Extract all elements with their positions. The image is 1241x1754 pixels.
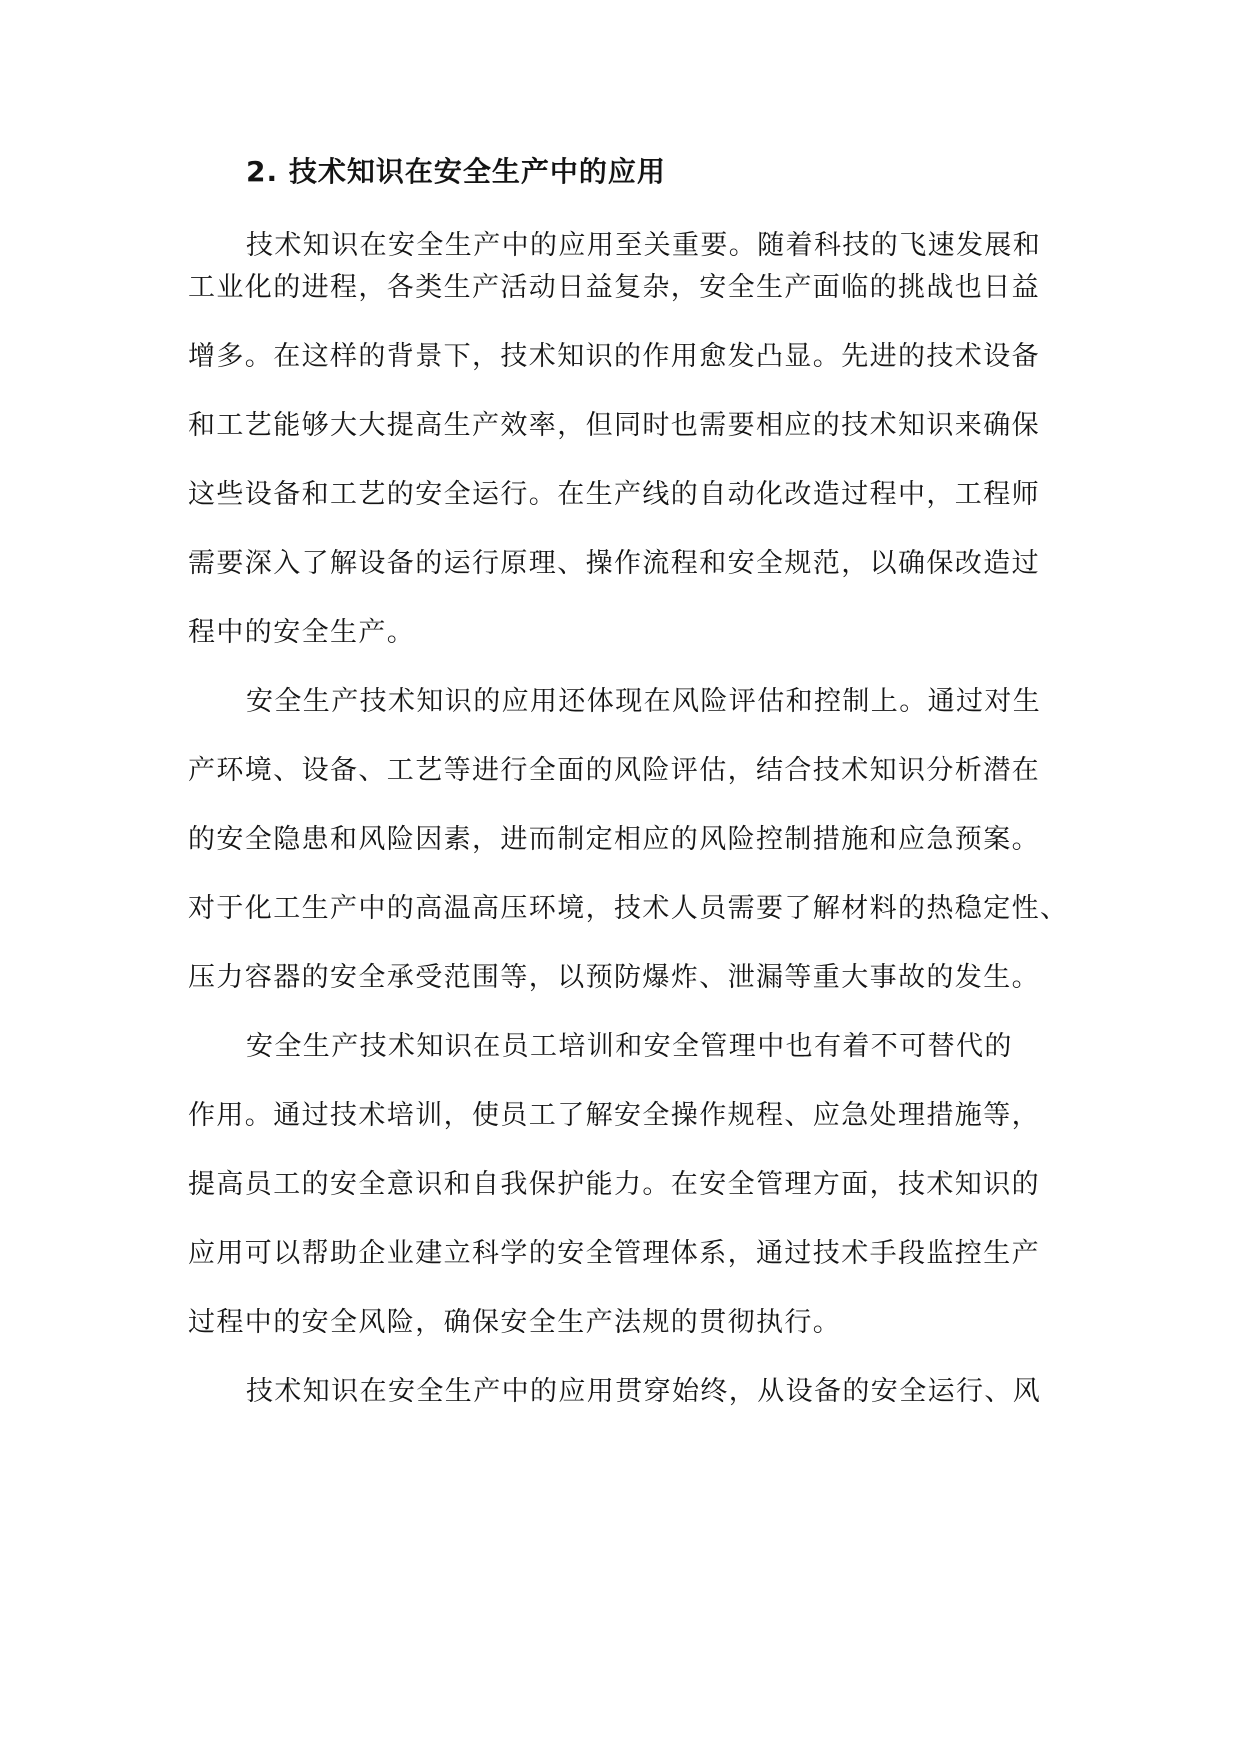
paragraph-3-line-5: 过程中的安全风险，确保安全生产法规的贯彻执行。 [188,1307,842,1338]
paragraph-1-line-5: 这些设备和工艺的安全运行。在生产线的自动化改造过程中，工程师 [188,479,1040,510]
paragraph-3-line-1: 安全生产技术知识在员工培训和安全管理中也有着不可替代的 [246,1031,1013,1062]
paragraph-2-line-3: 的安全隐患和风险因素，进而制定相应的风险控制措施和应急预案。 [188,824,1040,855]
paragraph-3-line-3: 提高员工的安全意识和自我保护能力。在安全管理方面，技术知识的 [188,1169,1040,1200]
paragraph-3-line-4: 应用可以帮助企业建立科学的安全管理体系，通过技术手段监控生产 [188,1238,1040,1269]
paragraph-1-line-6: 需要深入了解设备的运行原理、操作流程和安全规范，以确保改造过 [188,548,1040,579]
paragraph-1-line-4: 和工艺能够大大提高生产效率，但同时也需要相应的技术知识来确保 [188,410,1040,441]
paragraph-2-line-4: 对于化工生产中的高温高压环境，技术人员需要了解材料的热稳定性、 [188,893,1069,924]
paragraph-2-line-1: 安全生产技术知识的应用还体现在风险评估和控制上。通过对生 [246,686,1042,717]
paragraph-1-line-7: 程中的安全生产。 [188,617,416,648]
paragraph-1-line-2: 工业化的进程，各类生产活动日益复杂，安全生产面临的挑战也日益 [188,272,1040,303]
section-heading: 2. 技术知识在安全生产中的应用 [246,155,666,188]
paragraph-2-line-5: 压力容器的安全承受范围等，以预防爆炸、泄漏等重大事故的发生。 [188,962,1040,993]
paragraph-1-line-3: 增多。在这样的背景下，技术知识的作用愈发凸显。先进的技术设备 [188,341,1040,372]
paragraph-3-line-2: 作用。通过技术培训，使员工了解安全操作规程、应急处理措施等， [188,1100,1040,1131]
paragraph-4-line-1: 技术知识在安全生产中的应用贯穿始终，从设备的安全运行、风 [246,1376,1042,1407]
paragraph-2-line-2: 产环境、设备、工艺等进行全面的风险评估，结合技术知识分析潜在 [188,755,1040,786]
paragraph-1-line-1: 技术知识在安全生产中的应用至关重要。随着科技的飞速发展和 [246,230,1042,261]
